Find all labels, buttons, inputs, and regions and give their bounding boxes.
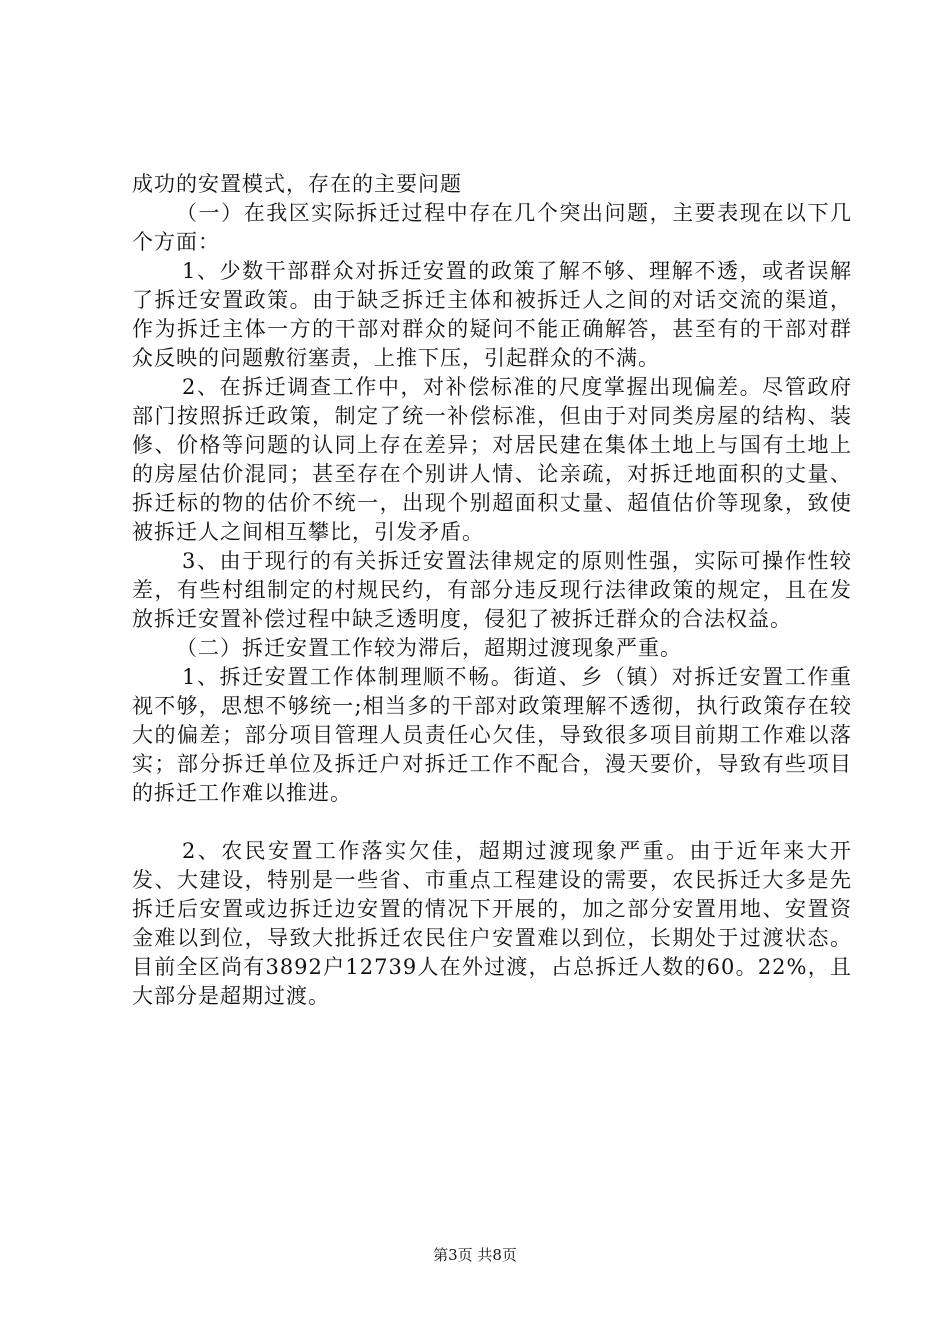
page-number-footer: 第3页 共8页 [433,1246,517,1264]
paragraph-1-3: 3、由于现行的有关拆迁安置法律规定的原则性强，实际可操作性较差，有些村组制定的村规民约，有部分违反现行法律政策的规定，且在发放拆迁安置补偿过程中缺乏透明度，侵犯了被拆迁群众的合法权益。 [132,549,852,631]
section-heading-1: （一）在我区实际拆迁过程中存在几个突出问题，主要表现在以下几个方面： [132,201,852,254]
section-heading-2: （二）拆迁安置工作较为滞后，超期过渡现象严重。 [176,636,682,660]
paragraph-2-1: 1、拆迁安置工作体制理顺不畅。街道、乡（镇）对拆迁安置工作重视不够，思想不够统一;相当多的干部对政策理解不透彻，执行政策存在较大的偏差；部分项目管理人员责任心欠佳，导致很多项目前期工作难以落实；部分拆迁单位及拆迁户对拆迁工作不配合，漫天要价，导致有些项目的拆迁工作难以推进。 [132,665,852,805]
paragraph-intro: 成功的安置模式，存在的主要问题 [132,172,462,196]
paragraph-2-2: 2、农民安置工作落实欠佳，超期过渡现象严重。由于近年来大开发、大建设，特别是一些省、市重点工程建设的需要，农民拆迁大多是先拆迁后安置或边拆迁边安置的情况下开展的，加之部分安置用地、安置资金难以到位，导致大批拆迁农民住户安置难以到位，长期处于过渡状态。目前全区尚有3892户12739人在外过渡，占总拆迁人数的60。22%，且大部分是超期过渡。 [132,839,852,1008]
document-body [132,170,852,1011]
paragraph-1-1: 1、少数干部群众对拆迁安置的政策了解不够、理解不透，或者误解了拆迁安置政策。由于缺乏拆迁主体和被拆迁人之间的对话交流的渠道，作为拆迁主体一方的干部对群众的疑问不能正确解答，甚至有的干部对群众反映的问题敷衍塞责，上推下压，引起群众的不满。 [132,259,852,370]
paragraph-1-2: 2、在拆迁调查工作中，对补偿标准的尺度掌握出现偏差。尽管政府部门按照拆迁政策，制定了统一补偿标准，但由于对同类房屋的结构、装修、价格等问题的认同上存在差异；对居民建在集体土地上与国有土地上的房屋估价混同；甚至存在个别讲人情、论亲疏，对拆迁地面积的丈量、拆迁标的物的估价不统一，出现个别超面积丈量、超值估价等现象，致使被拆迁人之间相互攀比，引发矛盾。 [132,375,852,544]
